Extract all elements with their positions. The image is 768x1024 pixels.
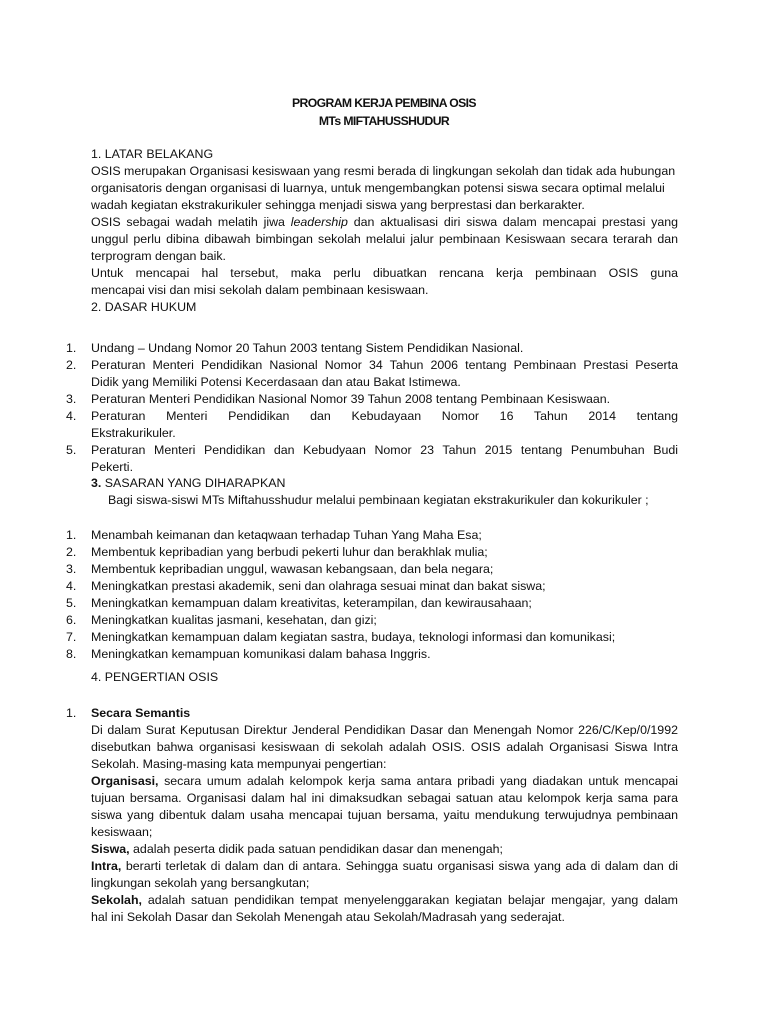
- list-item: [0, 544, 678, 561]
- section-number: 3.: [91, 476, 102, 490]
- paragraph-line: siswa yang dibentuk dalam usaha mencapai tujuan bersama, yaitu mendukung terwujudnya pembinaan: [91, 808, 678, 822]
- paragraph-line: hal ini Sekolah Dasar dan Sekolah Menengah atau Sekolah/Madrasah yang sederajat.: [91, 910, 565, 924]
- paragraph-line: terprogram dengan baik.: [91, 249, 227, 263]
- list-text: Peraturan Menteri Pendidikan Nasional Nomor 39 Tahun 2008 tentang Pembinaan Kesiswaan.: [91, 392, 611, 406]
- section-intro: Bagi siswa-siswi MTs Miftahusshudur melalui pembinaan kegiatan ekstrakurikuler dan kokurikuler ;: [108, 493, 649, 507]
- list-number: 3.: [66, 562, 77, 576]
- list-text: Meningkatkan kemampuan dalam kegiatan sastra, budaya, teknologi informasi dan komunikasi;: [91, 630, 616, 644]
- list-number: 6.: [66, 613, 77, 627]
- list-item: [0, 391, 678, 408]
- text-run: adalah satuan pendidikan tempat menyelenggarakan kegiatan belajar mengajar, yang dalam: [147, 893, 678, 907]
- list-number: 2.: [66, 358, 77, 372]
- list-item: [0, 561, 678, 578]
- item-title: Secara Semantis: [91, 706, 191, 720]
- section-latar-belakang: [91, 146, 678, 316]
- dasar-hukum-list: [0, 340, 678, 476]
- list-item: [0, 612, 678, 629]
- document-title: PROGRAM KERJA PEMBINA OSIS: [292, 96, 476, 110]
- list-number: 1.: [66, 706, 77, 720]
- text-run: berarti terletak di dalam dan di antara. Sehingga suatu organisasi siswa yang ada di dalam dan di: [125, 859, 678, 873]
- list-item: [0, 357, 678, 391]
- list-item: [0, 595, 678, 612]
- paragraph-line: [91, 773, 678, 790]
- paragraph-line: kesiswaan;: [91, 825, 153, 839]
- sasaran-list: [0, 527, 678, 663]
- paragraph-line: tujuan bersama. Organisasi dalam hal ini dimaksudkan sebagai satuan atau kelompok kerja sama para: [91, 791, 678, 805]
- list-text: Pekerti.: [91, 460, 134, 474]
- list-item: [0, 442, 678, 476]
- list-number: 7.: [66, 630, 77, 644]
- list-text: Peraturan Menteri Pendidikan dan Kebudayaan Nomor 16 Tahun 2014 tentang: [91, 409, 678, 423]
- section-heading: 1. LATAR BELAKANG: [91, 147, 214, 161]
- paragraph-line: disebutkan bahwa organisasi kesiswaan di sekolah adalah OSIS. OSIS adalah Organisasi Siswa Intra: [91, 740, 678, 754]
- term-bold: Intra,: [91, 859, 122, 873]
- section-heading: [91, 475, 678, 492]
- school-name: MTs MIFTAHUSSHUDUR: [318, 114, 450, 128]
- list-number: 3.: [66, 392, 77, 406]
- list-number: 2.: [66, 545, 77, 559]
- paragraph-line: unggul perlu dibina dibawah bimbingan sekolah melalui jalur pembinaan Kesiswaan secara terarah dan: [91, 232, 678, 246]
- paragraph-line: organisatoris dengan organisasi di luarnya, untuk mengembangkan potensi siswa secara optimal melalui: [91, 181, 665, 195]
- list-text: Meningkatkan prestasi akademik, seni dan olahraga sesuai minat dan bakat siswa;: [91, 579, 546, 593]
- paragraph-line: Sekolah. Masing-masing kata mempunyai pengertian:: [91, 757, 387, 771]
- text-run: secara umum adalah kelompok kerja sama antara pribadi yang diadakan untuk mencapai: [164, 774, 679, 788]
- list-number: 8.: [66, 647, 77, 661]
- text-run: OSIS sebagai wadah melatih jiwa: [91, 215, 285, 229]
- section-pengertian: [91, 669, 678, 686]
- section-heading-text: SASARAN YANG DIHARAPKAN: [104, 476, 286, 490]
- list-text: Peraturan Menteri Pendidikan Nasional Nomor 34 Tahun 2006 tentang Pembinaan Prestasi Peserta: [91, 358, 678, 372]
- list-text: Menambah keimanan dan ketaqwaan terhadap Tuhan Yang Maha Esa;: [91, 528, 482, 542]
- term-bold: Siswa,: [91, 842, 130, 856]
- list-item: [0, 578, 678, 595]
- section-heading: 4. PENGERTIAN OSIS: [91, 670, 219, 684]
- list-item: [0, 646, 678, 663]
- paragraph-line: OSIS merupakan Organisasi kesiswaan yang resmi berada di lingkungan sekolah dan tidak ada hubungan: [91, 164, 676, 178]
- term-bold: Sekolah,: [91, 893, 142, 907]
- list-text: Ekstrakurikuler.: [91, 426, 176, 440]
- section-sasaran: [91, 475, 678, 509]
- list-text: Meningkatkan kemampuan dalam kreativitas, keterampilan, dan kewirausahaan;: [91, 596, 532, 610]
- text-run: dan aktualisasi diri siswa dalam mencapai prestasi yang: [353, 215, 679, 229]
- paragraph-line: lingkungan sekolah yang bersangkutan;: [91, 876, 310, 890]
- paragraph-line: [91, 858, 678, 875]
- list-text: Didik yang Memiliki Potensi Kecerdasaan dan atau Bakat Istimewa.: [91, 375, 461, 389]
- list-text: Undang – Undang Nomor 20 Tahun 2003 tentang Sistem Pendidikan Nasional.: [91, 341, 524, 355]
- list-number: 5.: [66, 596, 77, 610]
- list-item: [0, 705, 678, 926]
- list-text: Membentuk kepribadian yang berbudi pekerti luhur dan berakhlak mulia;: [91, 545, 488, 559]
- term-bold: Organisasi,: [91, 774, 159, 788]
- paragraph-line: wadah kegiatan ekstrakurikuler sehingga menjadi siswa yang berprestasi dan berkarakter.: [91, 198, 585, 212]
- list-text: Meningkatkan kemampuan komunikasi dalam bahasa Inggris.: [91, 647, 431, 661]
- list-text: Peraturan Menteri Pendidikan dan Kebudyaan Nomor 23 Tahun 2015 tentang Penumbuhan Budi: [91, 443, 678, 457]
- paragraph-line: Untuk mencapai hal tersebut, maka perlu dibuatkan rencana kerja pembinaan OSIS guna: [91, 266, 678, 280]
- paragraph-line: [91, 841, 678, 858]
- list-number: 1.: [66, 528, 77, 542]
- list-number: 4.: [66, 579, 77, 593]
- pengertian-list: [0, 705, 678, 926]
- italic-term: leadership: [290, 215, 348, 229]
- list-number: 1.: [66, 341, 77, 355]
- list-item: [0, 629, 678, 646]
- list-text: Membentuk kepribadian unggul, wawasan kebangsaan, dan bela negara;: [91, 562, 494, 576]
- list-text: Meningkatkan kualitas jasmani, kesehatan, dan gizi;: [91, 613, 377, 627]
- list-number: 5.: [66, 443, 77, 457]
- paragraph-line: mencapai visi dan misi sekolah dalam pembinaan kesiswaan.: [91, 283, 429, 297]
- paragraph-line: Di dalam Surat Keputusan Direktur Jenderal Pendidikan Dasar dan Menengah Nomor 226/C/Kep/0/1992: [91, 723, 678, 737]
- list-item: [0, 527, 678, 544]
- list-item: [0, 340, 678, 357]
- paragraph-line: [91, 214, 678, 231]
- list-item: [0, 408, 678, 442]
- section-heading: 2. DASAR HUKUM: [91, 300, 197, 314]
- paragraph-line: [91, 892, 678, 909]
- list-number: 4.: [66, 409, 77, 423]
- text-run: adalah peserta didik pada satuan pendidikan dasar dan menengah;: [133, 842, 503, 856]
